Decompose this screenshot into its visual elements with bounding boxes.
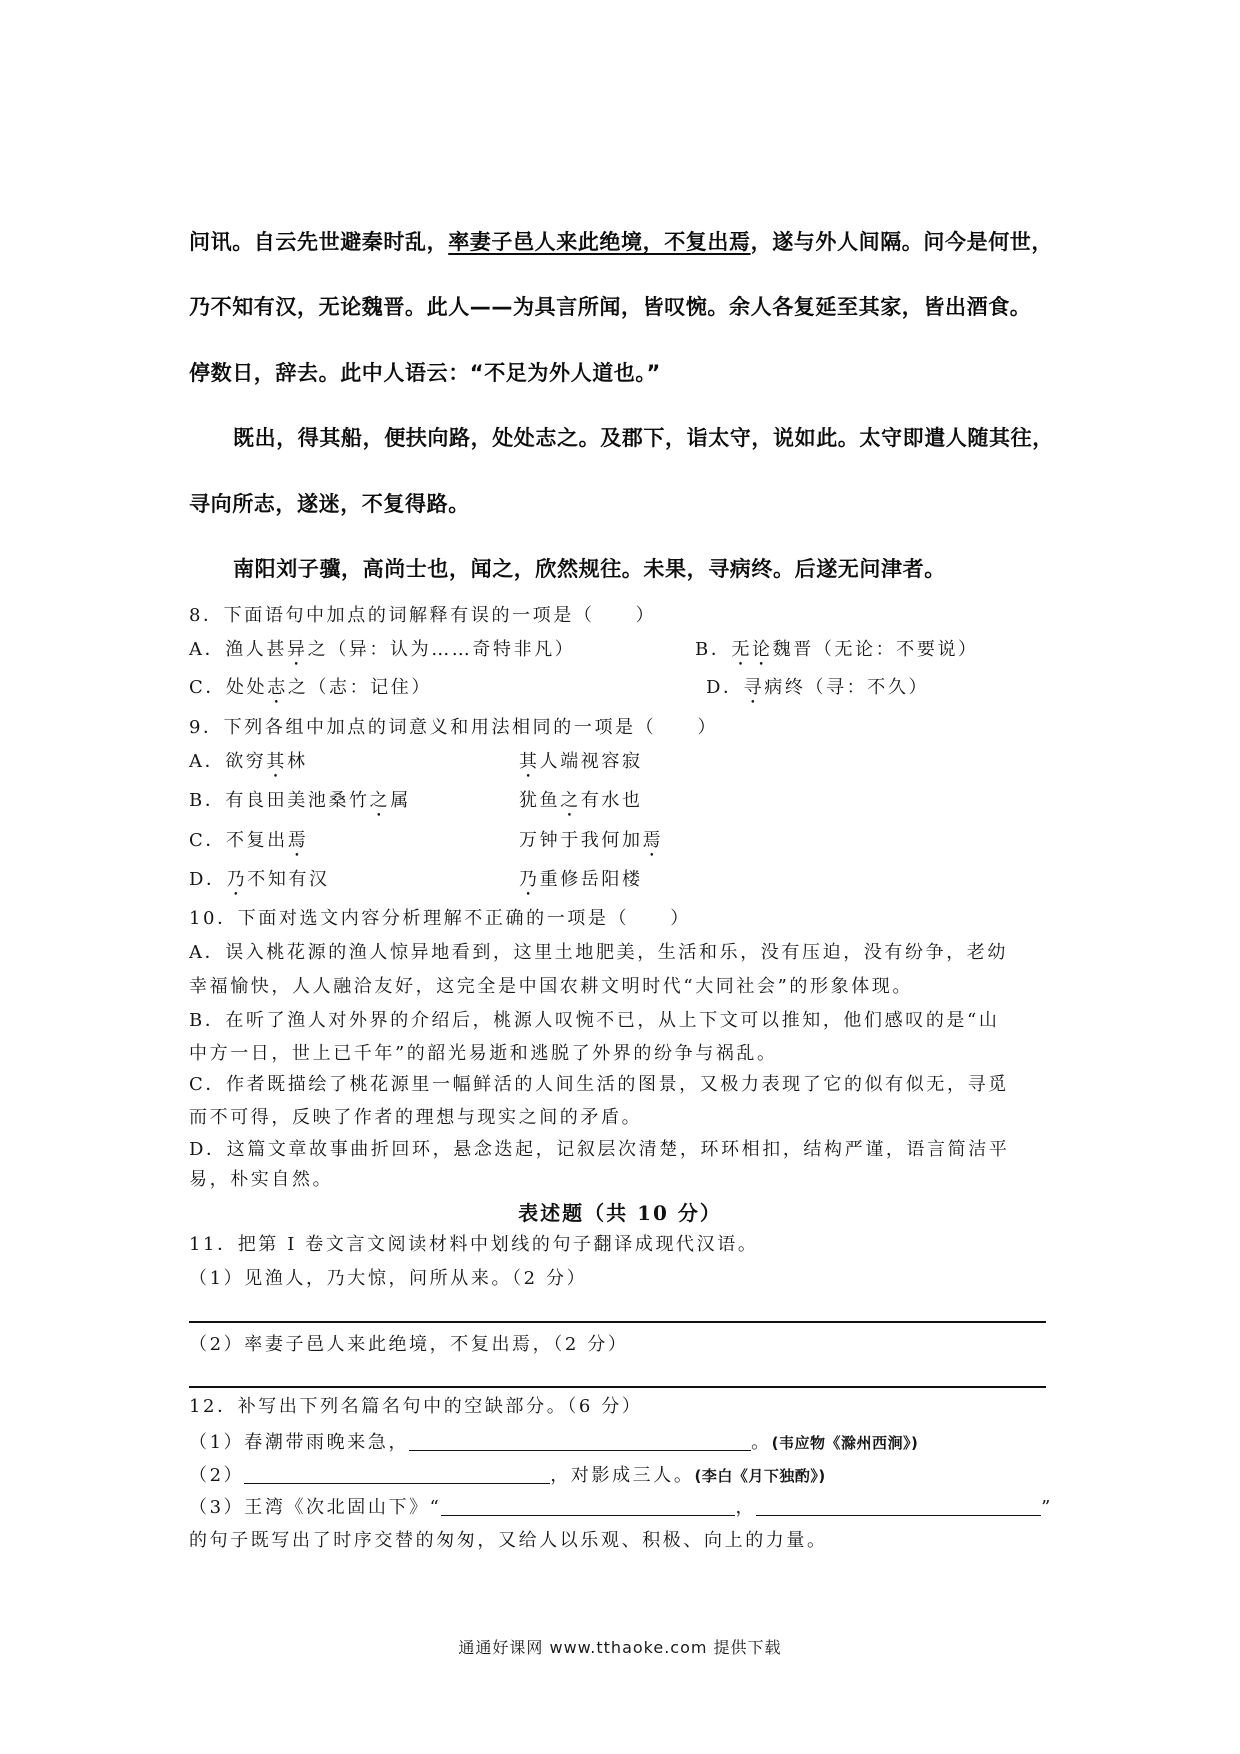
q9-stem: 9．下列各组中加点的词意义和用法相同的一项是（ ）	[189, 717, 719, 738]
q11-item-2: （2）率妻子邑人来此绝境，不复出焉，（2 分）	[189, 1334, 629, 1355]
q10-option-d-line-2: 易，朴实自然。	[189, 1169, 334, 1190]
fill-blank	[409, 1432, 751, 1451]
emphasized-word: 之	[560, 790, 581, 811]
passage-line-3: 停数日，辞去。此中人语云：“不足为外人道也。”	[189, 361, 661, 385]
emphasized-word: 乃	[519, 869, 540, 890]
passage-line-1	[189, 230, 1053, 255]
item-text: ”	[1041, 1497, 1053, 1518]
emphasized-word: 之	[369, 790, 391, 811]
q10-option-b-line-2: 中方一日，世上已千年”的韶光易逝和逃脱了外界的纷争与祸乱。	[189, 1043, 778, 1064]
option-text: D．	[706, 677, 744, 698]
passage-line-4: 既出，得其船，便扶向路，处处志之。及郡下，诣太守，说如此。太守即遣人随其往，	[233, 426, 1054, 450]
emphasized-word: 异	[287, 639, 308, 660]
option-text: C．处处	[189, 677, 268, 698]
option-text: A．渔人甚	[189, 639, 287, 660]
q12-item-3	[189, 1497, 1053, 1519]
answer-line	[189, 1386, 1046, 1388]
option-text: 重修岳阳楼	[539, 869, 643, 890]
q10-option-c-line-2: 而不可得，反映了作者的理想与现实之间的矛盾。	[189, 1107, 643, 1128]
q10-option-c-line-1: C．作者既描绘了桃花源里一幅鲜活的人间生活的图景，又极力表现了它的似有似无，寻觅	[189, 1074, 1009, 1095]
section-heading: 表述题（共 10 分）	[518, 1201, 722, 1225]
option-text: B．有良田美池桑竹	[189, 790, 370, 811]
option-text: D．	[189, 869, 227, 890]
q12-stem: 12．补写出下列名篇名句中的空缺部分。（6 分）	[189, 1396, 643, 1417]
option-text: 万钟于我何加	[519, 830, 643, 851]
fill-blank	[441, 1497, 735, 1516]
item-text: （3）王湾《次北固山下》“	[189, 1497, 442, 1518]
option-text: B．	[695, 639, 732, 660]
emphasized-word: 焉	[642, 830, 664, 851]
emphasized-word: 志	[267, 677, 288, 698]
emphasized-word: 寻	[743, 677, 765, 698]
passage-text: ，遂与外人间隔。问今是何世，	[750, 230, 1054, 254]
passage-line-6: 南阳刘子骥，高尚士也，闻之，欣然规往。未果，寻病终。后遂无问津者。	[233, 557, 946, 581]
q10-stem: 10．下面对选文内容分析理解不正确的一项是（ ）	[189, 908, 691, 929]
q12-item-2	[189, 1465, 826, 1487]
q10-option-a-line-2: 幸福愉快，人人融洽友好，这完全是中国农耕文明时代“大同社会”的形象体现。	[189, 976, 914, 997]
passage-line-5: 寻向所志，遂迷，不复得路。	[189, 492, 470, 516]
q9-option-c-left	[189, 830, 308, 861]
emphasized-word: 乃	[226, 869, 248, 890]
answer-line	[189, 1321, 1046, 1323]
option-text: C．不复出	[189, 830, 288, 851]
option-text: 犹鱼	[519, 790, 561, 811]
option-text: 之（异：认为……奇特非凡）	[307, 639, 576, 660]
item-text: ，	[735, 1497, 757, 1518]
q10-option-a-line-1: A．误入桃花源的渔人惊异地看到，这里土地肥美，生活和乐，没有压迫，没有纷争，老幼	[189, 942, 1008, 963]
emphasized-word: 其	[266, 751, 288, 772]
option-text: 不知有汉	[247, 869, 330, 890]
q8-option-d	[706, 677, 929, 708]
passage-text: 问讯。自云先世避秦时乱，	[189, 230, 449, 254]
q9-option-c-right	[519, 830, 663, 861]
q8-stem: 8．下面语句中加点的词解释有误的一项是（ ）	[189, 605, 657, 626]
q8-option-b	[695, 639, 979, 670]
q12-note: 的句子既写出了时序交替的匆匆，又给人以乐观、积极、向上的力量。	[189, 1530, 828, 1551]
q10-option-d-line-1: D．这篇文章故事曲折回环，悬念迭起，记叙层次清楚，环环相扣，结构严谨，语言简洁平	[189, 1139, 1010, 1160]
item-text: （2）	[189, 1465, 245, 1486]
option-text: 有水也	[580, 790, 643, 811]
q8-option-c	[189, 677, 432, 708]
emphasized-word: 其	[519, 751, 540, 772]
q9-option-b-left	[189, 790, 411, 821]
option-text: 林	[287, 751, 308, 772]
q9-option-a-right	[519, 751, 643, 782]
q9-option-d-left	[189, 869, 330, 900]
q9-option-b-right	[519, 790, 643, 821]
emphasized-word: 无论	[731, 639, 773, 660]
item-text: ，对影成三人。	[550, 1465, 695, 1486]
q10-option-b-line-1: B．在听了渔人对外界的介绍后，桃源人叹惋不已，从上下文可以推知，他们感叹的是“山	[189, 1010, 1000, 1031]
underlined-sentence: 率妻子邑人来此绝境，不复出焉	[448, 230, 751, 254]
q11-item-1: （1）见渔人，乃大惊，问所从来。（2 分）	[189, 1268, 588, 1289]
item-text: （1）春潮带雨晚来急，	[189, 1432, 410, 1453]
option-text: 之（志：记住）	[287, 677, 432, 698]
q9-option-a-left	[189, 751, 308, 782]
poem-source: (韦应物《滁州西涧》)	[771, 1434, 919, 1452]
fill-blank	[244, 1465, 550, 1484]
option-text: 属	[390, 790, 411, 811]
fill-blank	[756, 1497, 1041, 1516]
item-text: 。	[751, 1432, 772, 1453]
passage-line-2: 乃不知有汉，无论魏晋。此人——为具言所闻，皆叹惋。余人各复延至其家，皆出酒食。	[189, 295, 1032, 319]
option-text: A．欲穷	[189, 751, 267, 772]
q9-option-d-right	[519, 869, 643, 900]
option-text: 魏晋（无论：不要说）	[772, 639, 979, 660]
q8-option-a	[189, 639, 575, 670]
emphasized-word: 焉	[287, 830, 309, 851]
q12-item-1	[189, 1432, 918, 1454]
option-text: 人端视容寂	[539, 751, 643, 772]
poem-source: (李白《月下独酌》)	[694, 1467, 826, 1485]
page-footer: 通通好课网 www.tthaoke.com 提供下载	[458, 1638, 782, 1657]
option-text: 病终（寻：不久）	[764, 677, 930, 698]
q11-stem: 11．把第 I 卷文言文阅读材料中划线的句子翻译成现代汉语。	[189, 1234, 759, 1255]
